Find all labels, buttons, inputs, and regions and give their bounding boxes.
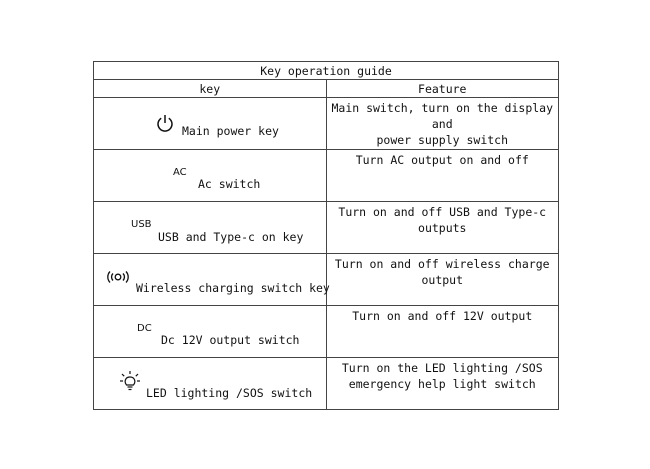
feature-cell — [326, 98, 559, 150]
key-label: Dc 12V output switch — [161, 333, 300, 347]
feature-cell — [326, 254, 559, 306]
table-row — [94, 254, 559, 306]
key-cell — [94, 358, 327, 410]
key-cell — [94, 306, 327, 358]
feature-text: Turn on and off 12V output — [352, 309, 533, 323]
key-cell — [94, 202, 327, 254]
feature-cell — [326, 358, 559, 410]
table-row — [94, 202, 559, 254]
header-row — [94, 80, 559, 98]
power-icon — [156, 114, 174, 132]
dc-symbol: DC — [137, 323, 152, 334]
table-row — [94, 98, 559, 150]
table-row — [94, 150, 559, 202]
key-cell — [94, 150, 327, 202]
usb-symbol: USB — [131, 219, 152, 230]
key-operation-guide-table — [93, 61, 559, 410]
feature-cell — [326, 306, 559, 358]
feature-text: Turn on and off wireless charge output — [334, 257, 550, 287]
feature-text: Turn AC output on and off — [355, 153, 529, 167]
feature-cell — [326, 202, 559, 254]
feature-column-header: Feature — [326, 80, 559, 98]
feature-text: Turn on the LED lighting /SOS emergency help light switch — [341, 361, 543, 391]
key-cell — [94, 98, 327, 150]
ac-symbol: AC — [173, 167, 187, 178]
key-label: Ac switch — [198, 177, 261, 191]
feature-cell — [326, 150, 559, 202]
key-label: Main power key — [182, 124, 279, 138]
title-row — [94, 62, 559, 80]
feature-text: Turn on and off USB and Type-c outputs — [338, 205, 547, 235]
key-column-header: key — [94, 80, 327, 98]
light-bulb-icon — [119, 370, 141, 392]
key-label: Wireless charging switch key — [136, 281, 330, 295]
table-title: Key operation guide — [94, 62, 559, 80]
table-row — [94, 358, 559, 410]
wireless-charging-icon — [106, 270, 130, 284]
table-row — [94, 306, 559, 358]
key-label: LED lighting /SOS switch — [146, 386, 313, 400]
feature-text: Main switch, turn on the display and power supply switch — [331, 101, 554, 147]
key-cell — [94, 254, 330, 306]
key-label: USB and Type-c on key — [158, 230, 304, 244]
